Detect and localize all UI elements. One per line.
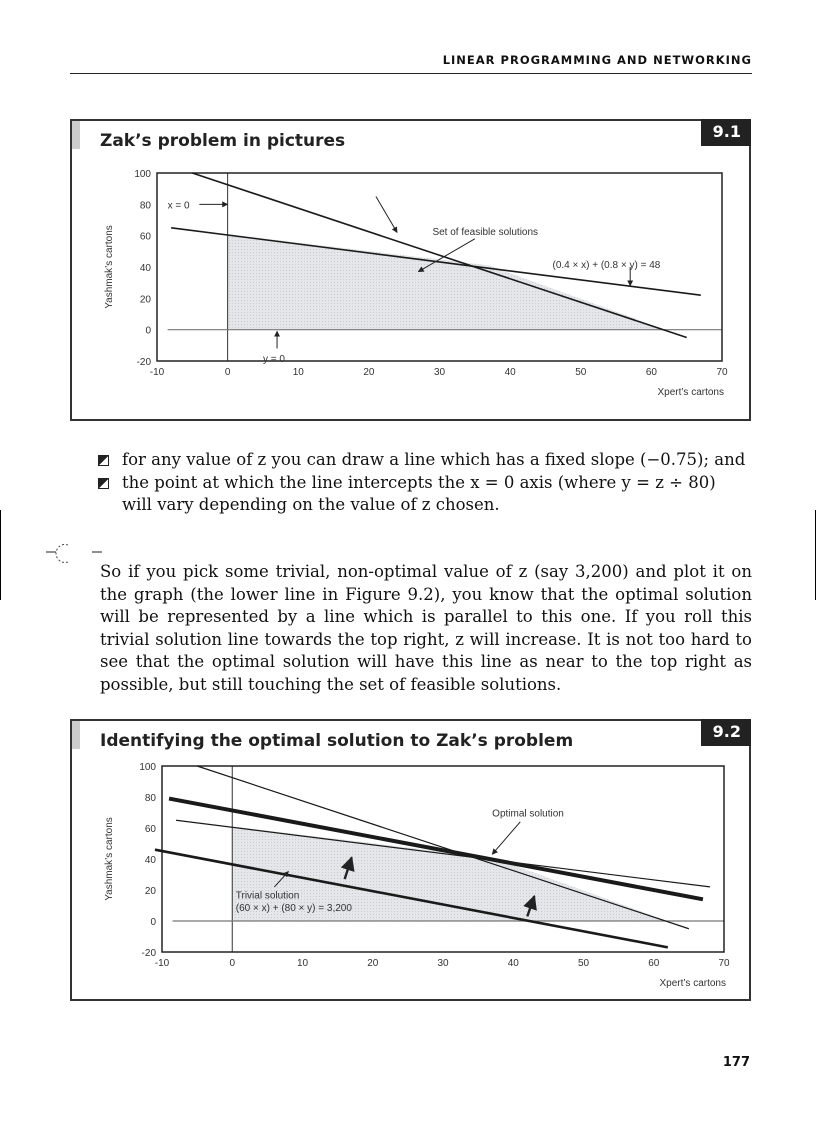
y-tick-label: 100 [134,169,151,180]
annotation-label: Set of feasible solutions [432,226,539,238]
x-tick-label: 20 [367,958,379,969]
annotation-label: (60 × x) + (80 × y) = 3,200 [235,903,352,915]
y-tick-label: 20 [144,886,156,897]
x-tick-label: 60 [648,958,660,969]
y-tick-label: 80 [139,200,151,212]
y-tick-label: 100 [139,762,156,773]
annotation-label: y = 0 [262,353,285,365]
figure-title: Identifying the optimal solution to Zak’s problem [100,731,574,751]
y-tick-label: 20 [139,294,151,306]
running-header: LINEAR PROGRAMMING AND NETWORKING [442,53,752,67]
x-tick-label: 60 [645,367,657,378]
bullet-text: for any value of z you can draw a line which has a fixed slope (−0.75); and [122,450,746,469]
y-tick-label: 0 [145,325,151,337]
x-tick-label: 30 [437,958,449,969]
y-tick-label: 40 [144,855,156,866]
bullet-item [98,472,748,517]
x-axis-label: Xpert’s cartons [659,978,726,989]
bullet-square-icon [98,455,109,466]
bullet-square-icon [98,478,109,489]
x-tick-label: 10 [296,958,309,969]
x-axis-label: Xpert’s cartons [657,387,724,398]
x-tick-label: 40 [507,958,519,969]
figure-strip [72,721,80,749]
figure-strip [72,121,80,149]
page-number: 177 [722,1055,750,1070]
bullet-text: the point at which the line intercepts the x = 0 axis (where y = z ÷ 80) will vary depending on the value of z chosen. [122,472,716,514]
annotation-label: Optimal solution [492,808,564,820]
x-tick-label: 70 [718,958,730,969]
bullet-item [98,449,748,472]
chart-figure-9-2 [100,761,740,1001]
annotation-label: Trivial solution [235,890,300,902]
figure-title: Zak’s problem in pictures [100,131,346,151]
body-paragraph: So if you pick some trivial, non-optimal value of z (say 3,200) and plot it on the graph (the lower line in Figure 9.2), you know that the optimal solution will be represented by a line which is parallel to this one. If you roll this trivial solution line towards the top right, z will increase. It is not too hard to see that the optimal solution will have this line as near to the top right as possible, but still touching the set of feasible solutions. [100,562,752,694]
x-tick-label: 70 [716,367,728,378]
y-tick-label: 0 [150,917,156,928]
x-tick-label: -10 [154,958,170,969]
x-tick-label: 10 [292,367,304,378]
annotation-label: x = 0 [167,200,190,212]
annotation-arrow-icon [492,822,520,855]
y-tick-label: -20 [141,948,156,959]
y-tick-label: 80 [144,793,156,804]
x-tick-label: 30 [433,367,446,378]
x-tick-label: 40 [504,367,516,378]
figure-number: 9.2 [701,719,751,746]
header-rule [70,73,752,74]
x-tick-label: 0 [229,958,236,969]
y-tick-label: 60 [144,824,156,835]
x-tick-label: -10 [149,367,165,378]
figure-9-1 [70,119,751,421]
margin-rule [0,510,1,600]
y-tick-label: 60 [139,231,151,243]
x-tick-label: 20 [363,367,375,378]
y-tick-label: -20 [136,357,151,368]
x-tick-label: 50 [575,367,587,378]
figure-number: 9.1 [701,119,751,146]
annotation-label: (0.4 × x) + (0.8 × y) = 48 [552,259,661,271]
margin-mark-icon [46,542,102,566]
annotation-arrow-icon [376,197,397,233]
x-tick-label: 0 [224,367,231,378]
figure-9-2 [70,719,751,1001]
y-axis-label: Yashmak’s cartons [104,817,115,901]
y-tick-label: 40 [139,263,151,274]
x-tick-label: 50 [577,958,590,969]
y-axis-label: Yashmak’s cartons [104,225,115,309]
bullet-list [98,449,748,517]
chart-figure-9-1 [100,165,740,410]
